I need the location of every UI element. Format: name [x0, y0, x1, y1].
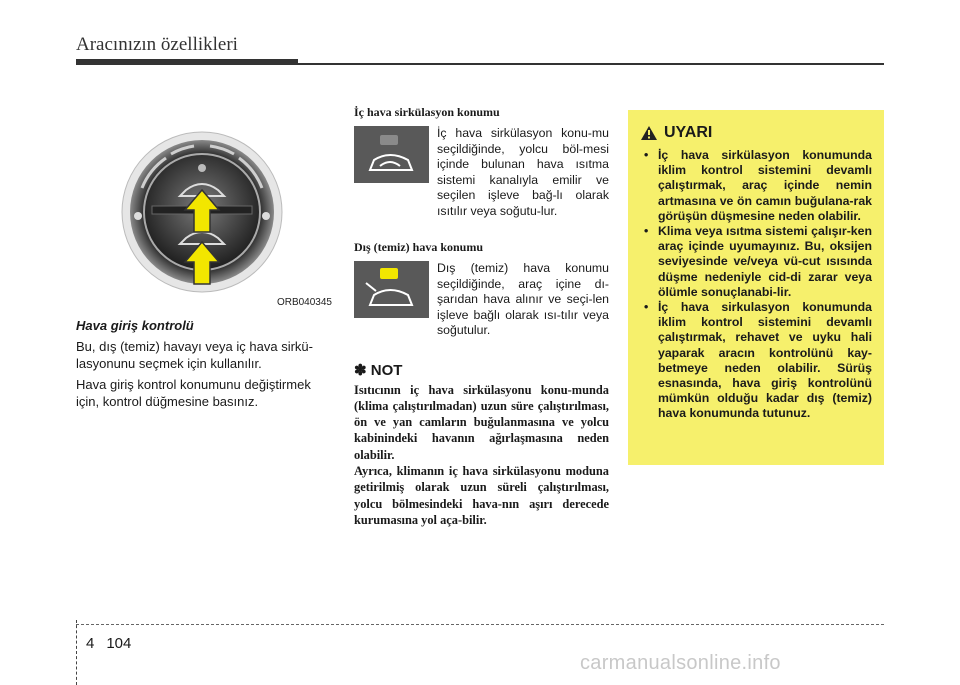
- page-number: [86, 635, 131, 652]
- left-column: [76, 317, 334, 414]
- fresh-air-mode-icon: [354, 261, 429, 318]
- recirculation-heading: İç hava sirkülasyon konumu: [354, 105, 500, 119]
- footer-rule: [76, 624, 884, 626]
- header-rule-thick: [76, 59, 298, 65]
- warning-triangle-icon: [640, 125, 658, 141]
- air-intake-knob-figure: [76, 110, 334, 310]
- recirculation-mode-icon: [354, 126, 429, 183]
- note-heading: ✽ NOT: [354, 361, 403, 379]
- note-paragraph: Isıtıcının iç hava sirkülasyonu konu-munda (klima çalıştırılmadan) uzun süre çalıştırılması, ön ve yan camların buğulanmasına ve yolcu kabinindeki havanın ağırlaşmasına neden olabilir.: [354, 382, 609, 462]
- air-intake-subheading: Hava giriş kontrolü: [76, 318, 194, 333]
- fresh-air-heading: Dış (temiz) hava konumu: [354, 240, 484, 254]
- warning-item: • İç hava sirkülasyon konumunda iklim kontrol sistemini devamlı çalıştırmak, araç içinde nemin artmasına ve ön camın buğulana-rak görüşün düşmesine neden olabilir.: [640, 148, 872, 224]
- knob-illustration: [76, 110, 334, 310]
- warning-title: UYARI: [664, 124, 713, 141]
- fresh-air-description: Dış (temiz) hava konumu seçildiğinde, araç içine dı-şarıdan hava alınır ve seçi-len işleve bağlı olarak ısı-tılır veya soğutulur.: [437, 261, 609, 337]
- header-rule-thin: [298, 63, 884, 65]
- warning-item: • Klima veya ısıtma sistemi çalışır-ken araç içinde uyumayınız. Bu, oksijen seviyesinde ve/veya vü-cut ısısında düşme nedeniyle cid-di zarar veya ölümle sonuçlanabi-lir.: [640, 224, 872, 300]
- section-title: Aracınızın özellikleri: [76, 34, 238, 55]
- footer-vertical-rule: [76, 620, 78, 685]
- left-paragraph: Hava giriş kontrol konumunu değiştirmek için, kontrol düğmesine basınız.: [76, 377, 311, 409]
- page-number-value: 104: [106, 635, 132, 652]
- left-paragraph: Bu, dış (temiz) havayı veya iç hava sirkü-lasyonunu seçmek için kullanılır.: [76, 339, 313, 371]
- figure-code: ORB040345: [276, 297, 332, 308]
- note-paragraph: Ayrıca, klimanın iç hava sirkülasyonu moduna getirilmiş olarak uzun süreli çalıştırılması, yolcu bölmesindeki hava-nın aşırı derecede kurumasına yol aça-bilir.: [354, 463, 609, 527]
- recirculation-description: İç hava sirkülasyon konu-mu seçildiğinde, yolcu böl-mesi içinde bulunan hava ısıtma sistemi kanalıyla emilir ve seçilen işleve bağ-lı olarak ısıtılır veya soğutu-lur.: [437, 126, 609, 218]
- note-body: [354, 382, 609, 529]
- warning-item: • İç hava sirkulasyon konumunda iklim kontrol sistemini devamlı çalıştırmak, rehavet ve uyku hali yaparak aracın kontrolünü kay-betmeye neden olabilir. Sürüş esnasında, hava giriş kontrolünü mümkün olduğu kadar dış (temiz) hava konumunda tutunuz.: [640, 300, 872, 422]
- warning-box: [628, 110, 884, 465]
- chapter-number: 4: [86, 635, 95, 652]
- watermark: carmanualsonline.info: [580, 652, 781, 674]
- warning-list: [640, 148, 872, 422]
- middle-column: [354, 105, 609, 528]
